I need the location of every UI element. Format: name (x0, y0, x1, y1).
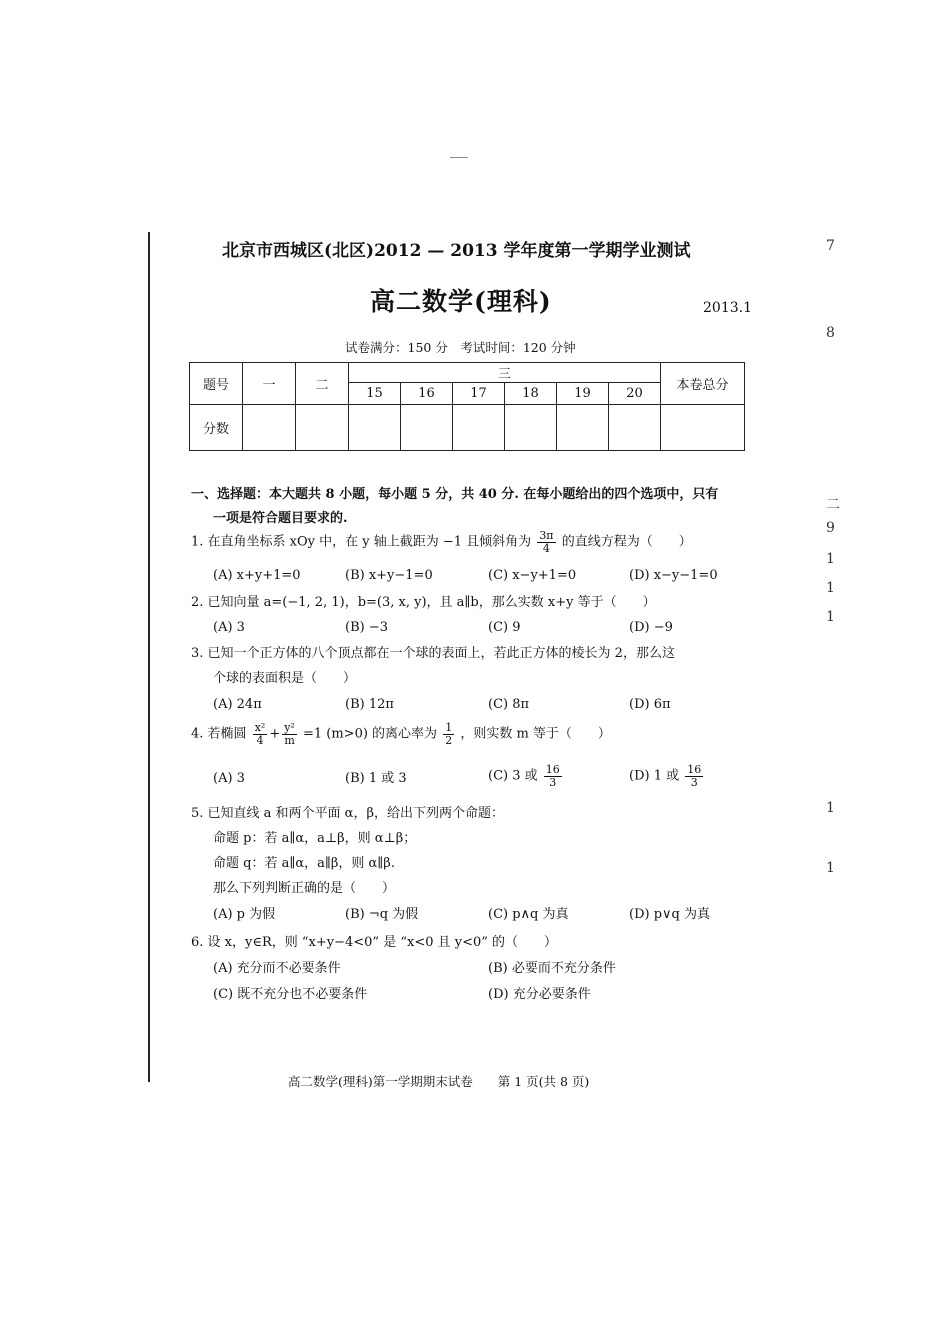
question-text: 4. 若椭圆 (191, 726, 247, 742)
frac-num: y² (284, 721, 295, 734)
score-cell (296, 405, 349, 451)
question-4 (191, 722, 611, 746)
option: (A) p 为假 (213, 907, 276, 922)
side-mark: 8 (826, 325, 835, 341)
option: (D) p∨q 为真 (629, 907, 710, 922)
fraction (443, 722, 454, 746)
proposition-q: 命题 q：若 a∥α，a∥β，则 α∥β. (213, 856, 395, 871)
option: (D) −9 (629, 620, 673, 635)
option: (C) x−y+1=0 (488, 568, 577, 583)
option: (A) 3 (213, 620, 245, 635)
fraction (544, 764, 562, 788)
plus-sign: + (269, 726, 281, 742)
binding-line (148, 232, 150, 1082)
frac-den: m (284, 733, 295, 747)
option: (A) x+y+1=0 (213, 568, 301, 583)
option: (C) p∧q 为真 (488, 907, 569, 922)
section-heading: 一、选择题：本大题共 8 小题，每小题 5 分，共 40 分. 在每小题给出的四个选项中，只有 (191, 487, 719, 502)
fraction (537, 530, 555, 554)
option: (A) 3 (213, 771, 245, 786)
row-label-question-number: 题号 (190, 363, 243, 405)
question-6: 6. 设 x，y∈R，则 “x+y−4<0” 是 “x<0 且 y<0” 的（ ） (191, 935, 558, 950)
scan-mark (450, 157, 468, 158)
frac-den: 4 (542, 541, 550, 555)
sub-col-20: 20 (609, 383, 661, 405)
question-2: 2. 已知向量 a=(−1, 2, 1)，b=(3, x, y)，且 a∥b，那么实数 x+y 等于（ ） (191, 595, 656, 610)
fraction (253, 722, 268, 746)
sub-col-18: 18 (505, 383, 557, 405)
score-cell (661, 405, 745, 451)
score-cell (609, 405, 661, 451)
option: (D) 6π (629, 697, 671, 712)
side-mark: 二 (826, 497, 840, 513)
frac-den: 3 (690, 775, 698, 789)
exam-info: 试卷满分：150 分 考试时间：120 分钟 (345, 340, 576, 355)
sub-col-16: 16 (401, 383, 453, 405)
col-part-two: 二 (296, 363, 349, 405)
side-mark: 7 (826, 238, 835, 254)
frac-num: 16 (545, 763, 560, 776)
side-mark: 1 (826, 800, 835, 816)
exam-title: 高二数学(理科) (370, 287, 552, 316)
question-5-ask: 那么下列判断正确的是（ ） (213, 881, 396, 896)
side-mark: 1 (826, 860, 835, 876)
frac-num: 16 (687, 763, 702, 776)
frac-num: 3π (539, 529, 554, 542)
option: (A) 24π (213, 697, 262, 712)
side-mark: 1 (826, 551, 835, 567)
score-cell (401, 405, 453, 451)
frac-den: 3 (549, 775, 557, 789)
option: (C) 既不充分也不必要条件 (213, 987, 368, 1002)
score-table (189, 362, 745, 451)
fraction (685, 764, 703, 788)
section-heading-cont: 一项是符合题目要求的. (213, 511, 348, 526)
side-mark: 1 (826, 609, 835, 625)
score-cell (505, 405, 557, 451)
school-title: 北京市西城区(北区)2012 — 2013 学年度第一学期学业测试 (222, 241, 691, 261)
question-text: 1. 在直角坐标系 xOy 中，在 y 轴上截距为 −1 且倾斜角为 (191, 534, 532, 550)
score-cell (243, 405, 296, 451)
option-text: (D) 1 或 (629, 768, 680, 784)
option-text: (C) 3 或 (488, 768, 538, 784)
score-cell (557, 405, 609, 451)
option: (C) 9 (488, 620, 521, 635)
score-cell (453, 405, 505, 451)
option: (D) 充分必要条件 (488, 987, 591, 1002)
option (488, 764, 564, 788)
exam-date: 2013.1 (703, 300, 752, 316)
row-label-score: 分数 (190, 405, 243, 451)
col-part-three: 三 (349, 363, 661, 383)
score-cell (349, 405, 401, 451)
col-part-one: 一 (243, 363, 296, 405)
option: (B) −3 (345, 620, 388, 635)
frac-den: 4 (256, 733, 264, 747)
option: (B) 1 或 3 (345, 771, 407, 786)
page-footer: 高二数学(理科)第一学期期末试卷 第 1 页(共 8 页) (288, 1074, 590, 1089)
question-5: 5. 已知直线 a 和两个平面 α，β，给出下列两个命题： (191, 806, 504, 821)
frac-num: x² (254, 721, 266, 734)
option: (A) 充分而不必要条件 (213, 961, 341, 976)
question-1 (191, 530, 692, 554)
fraction (282, 722, 297, 746)
col-total: 本卷总分 (661, 363, 745, 405)
question-text: 的直线方程为（ ） (561, 534, 692, 550)
side-mark: 9 (826, 520, 835, 536)
frac-den: 2 (445, 733, 453, 747)
option: (D) x−y−1=0 (629, 568, 718, 583)
question-text: =1 (m>0) 的离心率为 (302, 726, 438, 742)
sub-col-17: 17 (453, 383, 505, 405)
sub-col-19: 19 (557, 383, 609, 405)
option: (B) 必要而不充分条件 (488, 961, 616, 976)
proposition-p: 命题 p：若 a∥α，a⊥β，则 α⊥β； (213, 831, 417, 846)
question-text: ，则实数 m 等于（ ） (460, 726, 611, 742)
frac-num: 1 (445, 721, 453, 734)
question-3-cont: 个球的表面积是（ ） (213, 671, 357, 686)
side-mark: 1 (826, 580, 835, 596)
option: (B) x+y−1=0 (345, 568, 433, 583)
option: (C) 8π (488, 697, 530, 712)
option (629, 764, 705, 788)
sub-col-15: 15 (349, 383, 401, 405)
question-3: 3. 已知一个正方体的八个顶点都在一个球的表面上，若此正方体的棱长为 2，那么这 (191, 646, 675, 661)
option: (B) 12π (345, 697, 394, 712)
option: (B) ¬q 为假 (345, 907, 419, 922)
